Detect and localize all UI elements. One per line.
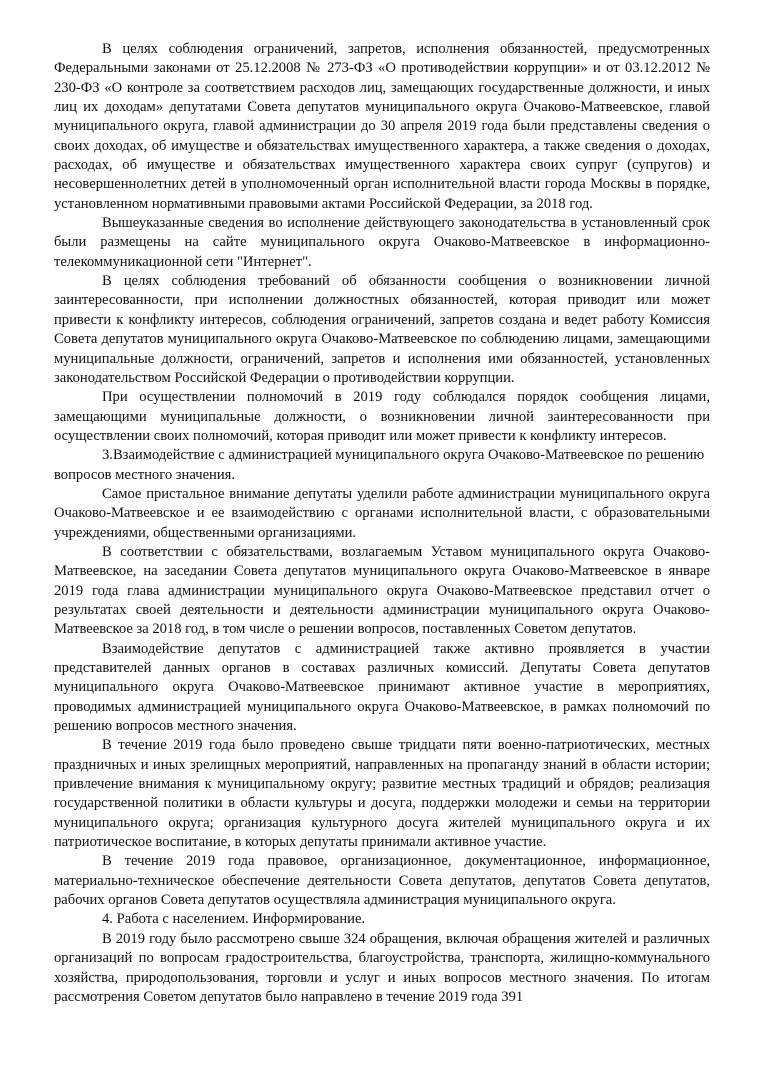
paragraph-administration-attention: Самое пристальное внимание депутаты уделили работе администрации муниципального округа Очаково-Матвеевское и ее взаимодействию с органами исполнительной власти, с образовательными учреждениями, общественными организациями. (54, 485, 710, 541)
paragraph-events: В течение 2019 года было проведено свыше тридцати пяти военно-патриотических, местных праздничных и иных зрелищных мероприятий, направленных на пропаганду знаний в области истории; привлечение внимания к муниципальному округу; развитие местных традиций и обрядов; реализация государственной политики в области культуры и досуга, поддержки молодежи и семьи на территории муниципального округа; организация культурного досуга жителей муниципального округа и их патриотическое воспитание, в которых депутаты принимали активное участие. (54, 737, 710, 851)
document-page (54, 40, 710, 1007)
paragraph-conflict-reporting: При осуществлении полномочий в 2019 году соблюдался порядок сообщения лицами, замещающими муниципальные должности, о возникновении личной заинтересованности при осуществлении своих полномочий, которая приводит или может привести к конфликту интересов. (54, 389, 710, 444)
paragraph-appeals: В 2019 году было рассмотрено свыше 324 обращения, включая обращения жителей и различных организаций по вопросам градостроительства, благоустройства, транспорта, жилищно-коммунального хозяйства, природопользования, торговли и услуг и иных вопросов местного значения. По итогам рассмотрения Советом депутатов было направлено в течение 2019 года 391 (54, 930, 710, 1005)
section-heading-3: 3.Взаимодействие с администрацией муниципального округа Очаково-Матвеевское по решению вопросов местного значения. (54, 447, 705, 483)
paragraph-anticorruption-declarations: В целях соблюдения ограничений, запретов, исполнения обязанностей, предусмотренных Федеральными законами от 25.12.2008 № 273-ФЗ «О противодействии коррупции» и от 03.12.2012 № 230-ФЗ «О контроле за соответствием расходов лиц, замещающих государственные должности, и иных лиц их доходам» депутатами Совета депутатов муниципального округа Очаково-Матвеевское, главой муниципального округа, главой администрации до 30 апреля 2019 года были представлены сведения о своих доходах, об имуществе и обязательствах имущественного характера, а также сведения о доходах, расходах, об имуществе и обязательствах имущественного характера своих супруг (супругов) и несовершеннолетних детей в уполномоченный орган исполнительной власти города Москвы в порядке, установленном нормативными правовыми актами Российской Федерации, за 2018 год. (54, 41, 710, 212)
paragraph-support: В течение 2019 года правовое, организационное, документационное, информационное, материально-техническое обеспечение деятельности Совета депутатов, депутатов Совета депутатов, рабочих органов Совета депутатов осуществляла администрация муниципального округа. (54, 853, 710, 909)
paragraph-annual-report: В соответствии с обязательствами, возлагаемым Уставом муниципального округа Очаково-Матвеевское, на заседании Совета депутатов муниципального округа Очаково-Матвеевское в январе 2019 года глава администрации муниципального округа Очаково-Матвеевское представил отчет о результатах своей деятельности и деятельности администрации муниципального округа Очаково-Матвеевское за 2018 год, в том числе о решении вопросов, поставленных Советом депутатов. (54, 543, 710, 638)
paragraph-conflict-commission: В целях соблюдения требований об обязанности сообщения о возникновении личной заинтересованности, при исполнении должностных обязанностей, которая приводит или может привести к конфликту интересов, соблюдения ограничений, запретов создана и ведет работу Комиссия Совета депутатов муниципального округа Очаково-Матвеевское по соблюдению лицами, замещающими муниципальные должности, ограничений, запретов и исполнения ими обязанностей, установленных законодательством Российской Федерации о противодействии коррупции. (54, 273, 710, 386)
paragraph-website-publication: Вышеуказанные сведения во исполнение действующего законодательства в установленный срок были размещены на сайте муниципального округа Очаково-Матвеевское в информационно-телекоммуникационной сети "Интернет". (54, 215, 710, 270)
section-heading-4: 4. Работа с населением. Информирование. (102, 911, 366, 928)
paragraph-commissions: Взаимодействие депутатов с администрацией также активно проявляется в участии представителей данных органов в составах различных комиссий. Депутаты Совета депутатов муниципального округа Очаково-Матвеевское принимают активное участие в мероприятиях, проводимых администрацией муниципального округа Очаково-Матвеевское, в рамках полномочий по решению вопросов местного значения. (54, 640, 710, 735)
